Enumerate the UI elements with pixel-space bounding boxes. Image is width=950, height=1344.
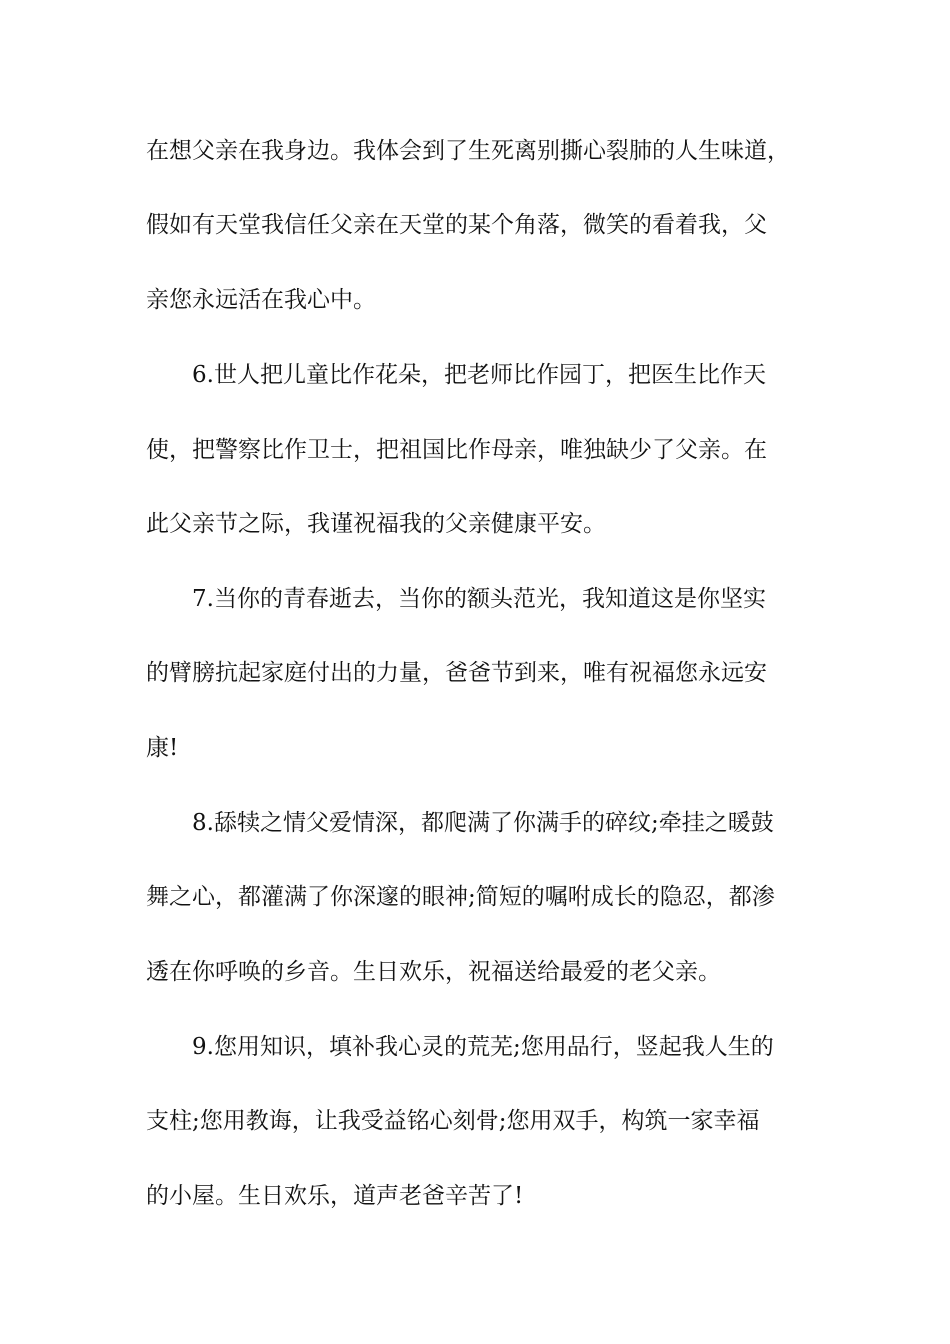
text-line: 亲您永远活在我心中。 bbox=[146, 287, 376, 313]
text-line: 6.世人把儿童比作花朵，把老师比作园丁，把医生比作天 bbox=[192, 362, 766, 388]
text-line: 的小屋。生日欢乐，道声老爸辛苦了! bbox=[146, 1183, 524, 1209]
text-line: 此父亲节之际，我谨祝福我的父亲健康平安。 bbox=[146, 511, 606, 537]
text-line: 的臂膀抗起家庭付出的力量，爸爸节到来，唯有祝福您永远安 bbox=[146, 660, 767, 686]
text-line: 假如有天堂我信任父亲在天堂的某个角落，微笑的看着我，父 bbox=[146, 212, 767, 238]
text-line: 支柱;您用教诲，让我受益铭心刻骨;您用双手，构筑一家幸福 bbox=[146, 1108, 760, 1134]
text-line: 在想父亲在我身边。我体会到了生死离别撕心裂肺的人生味道， bbox=[146, 138, 790, 164]
text-line: 透在你呼唤的乡音。生日欢乐，祝福送给最爱的老父亲。 bbox=[146, 959, 721, 985]
text-line: 9.您用知识，填补我心灵的荒芜;您用品行，竖起我人生的 bbox=[192, 1034, 774, 1060]
text-line: 7.当你的青春逝去，当你的额头范光，我知道这是你坚实 bbox=[192, 586, 766, 612]
text-line: 8.舔犊之情父爱情深，都爬满了你满手的碎纹;牵挂之暖鼓 bbox=[192, 810, 774, 836]
text-line: 舞之心，都灌满了你深邃的眼神;简短的嘱咐成长的隐忍，都渗 bbox=[146, 884, 775, 910]
text-line: 康! bbox=[146, 735, 179, 761]
text-line: 使，把警察比作卫士，把祖国比作母亲，唯独缺少了父亲。在 bbox=[146, 437, 767, 463]
